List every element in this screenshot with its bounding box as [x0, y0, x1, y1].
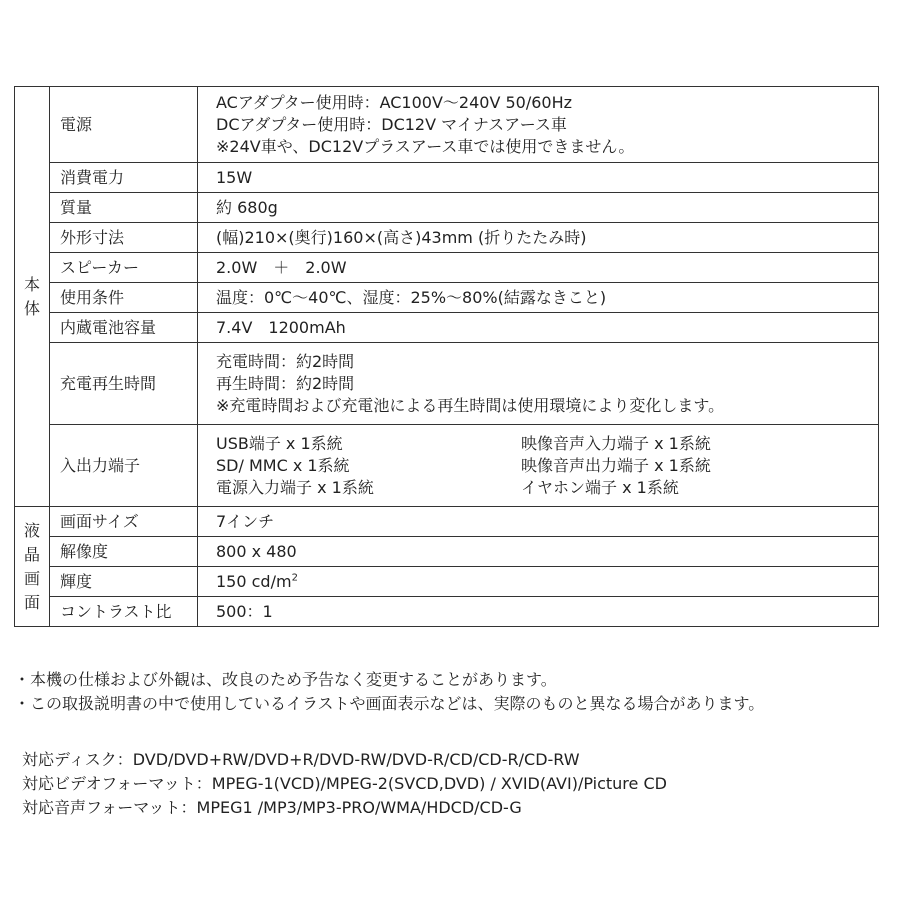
spec-row-contrast	[15, 597, 879, 627]
spec-row-power	[15, 87, 879, 163]
notes-list	[14, 668, 764, 716]
spec-name-screen-size: 画面サイズ	[50, 507, 198, 537]
spec-value-power: ACアダプター使用時：AC100V～240V 50/60Hz DCアダプター使用時：DC12V マイナスアース車 ※24V車や、DC12Vプラスアース車では使用できません。	[198, 87, 879, 163]
note-item: ・本機の仕様および外観は、改良のため予告なく変更することがあります。	[14, 670, 557, 689]
format-audio: 対応音声フォーマット：MPEG1 /MP3/MP3-PRO/WMA/HDCD/CD-G	[22, 798, 522, 817]
spec-name-power: 電源	[50, 87, 198, 163]
spec-name-io: 入出力端子	[50, 425, 198, 507]
io-right-column: 映像音声入力端子 x 1系統 映像音声出力端子 x 1系統 イヤホン端子 x 1系統	[521, 433, 711, 497]
spec-row-io	[15, 425, 879, 507]
format-disc: 対応ディスク：DVD/DVD+RW/DVD+R/DVD-RW/DVD-R/CD/CD-R/CD-RW	[22, 750, 580, 769]
spec-value-conditions: 温度：0℃～40℃、湿度：25%～80%(結露なきこと)	[198, 283, 879, 313]
spec-name-resolution: 解像度	[50, 537, 198, 567]
spec-name-conditions: 使用条件	[50, 283, 198, 313]
spec-table	[14, 86, 879, 627]
note-item: ・この取扱説明書の中で使用しているイラストや画面表示などは、実際のものと異なる場合があります。	[14, 694, 765, 713]
spec-name-speaker: スピーカー	[50, 253, 198, 283]
supported-formats	[22, 748, 667, 820]
group-label-lcd: 液晶画面	[15, 507, 50, 627]
group-label-body: 本体	[15, 87, 50, 507]
spec-value-io	[198, 425, 879, 507]
spec-name-weight: 質量	[50, 193, 198, 223]
spec-value-charge: 充電時間：約2時間 再生時間：約2時間 ※充電時間および充電池による再生時間は使用環境により変化します。	[198, 343, 879, 425]
spec-row-charge	[15, 343, 879, 425]
spec-value-screen-size: 7インチ	[198, 507, 879, 537]
format-video: 対応ビデオフォーマット：MPEG-1(VCD)/MPEG-2(SVCD,DVD) / XVID(AVI)/Picture CD	[22, 774, 667, 793]
spec-row-conditions	[15, 283, 879, 313]
spec-value-dimensions: (幅)210×(奥行)160×(高さ)43mm (折りたたみ時)	[198, 223, 879, 253]
spec-row-weight	[15, 193, 879, 223]
spec-row-screen-size	[15, 507, 879, 537]
io-left-column: USB端子 x 1系統 SD/ MMC x 1系統 電源入力端子 x 1系統	[216, 433, 374, 497]
spec-value-weight: 約 680g	[198, 193, 879, 223]
spec-row-resolution	[15, 537, 879, 567]
spec-value-consumption: 15W	[198, 163, 879, 193]
spec-row-brightness	[15, 567, 879, 597]
spec-row-dimensions	[15, 223, 879, 253]
spec-value-battery: 7.4V 1200mAh	[198, 313, 879, 343]
spec-value-contrast: 500：1	[198, 597, 879, 627]
spec-value-speaker: 2.0W ＋ 2.0W	[198, 253, 879, 283]
spec-name-charge: 充電再生時間	[50, 343, 198, 425]
spec-name-brightness: 輝度	[50, 567, 198, 597]
spec-name-battery: 内蔵電池容量	[50, 313, 198, 343]
spec-name-consumption: 消費電力	[50, 163, 198, 193]
spec-name-contrast: コントラスト比	[50, 597, 198, 627]
spec-value-brightness: 150 $cd/m^2$	[198, 567, 879, 597]
spec-name-dimensions: 外形寸法	[50, 223, 198, 253]
spec-value-resolution: 800 x 480	[198, 537, 879, 567]
spec-row-consumption	[15, 163, 879, 193]
spec-row-battery	[15, 313, 879, 343]
spec-row-speaker	[15, 253, 879, 283]
